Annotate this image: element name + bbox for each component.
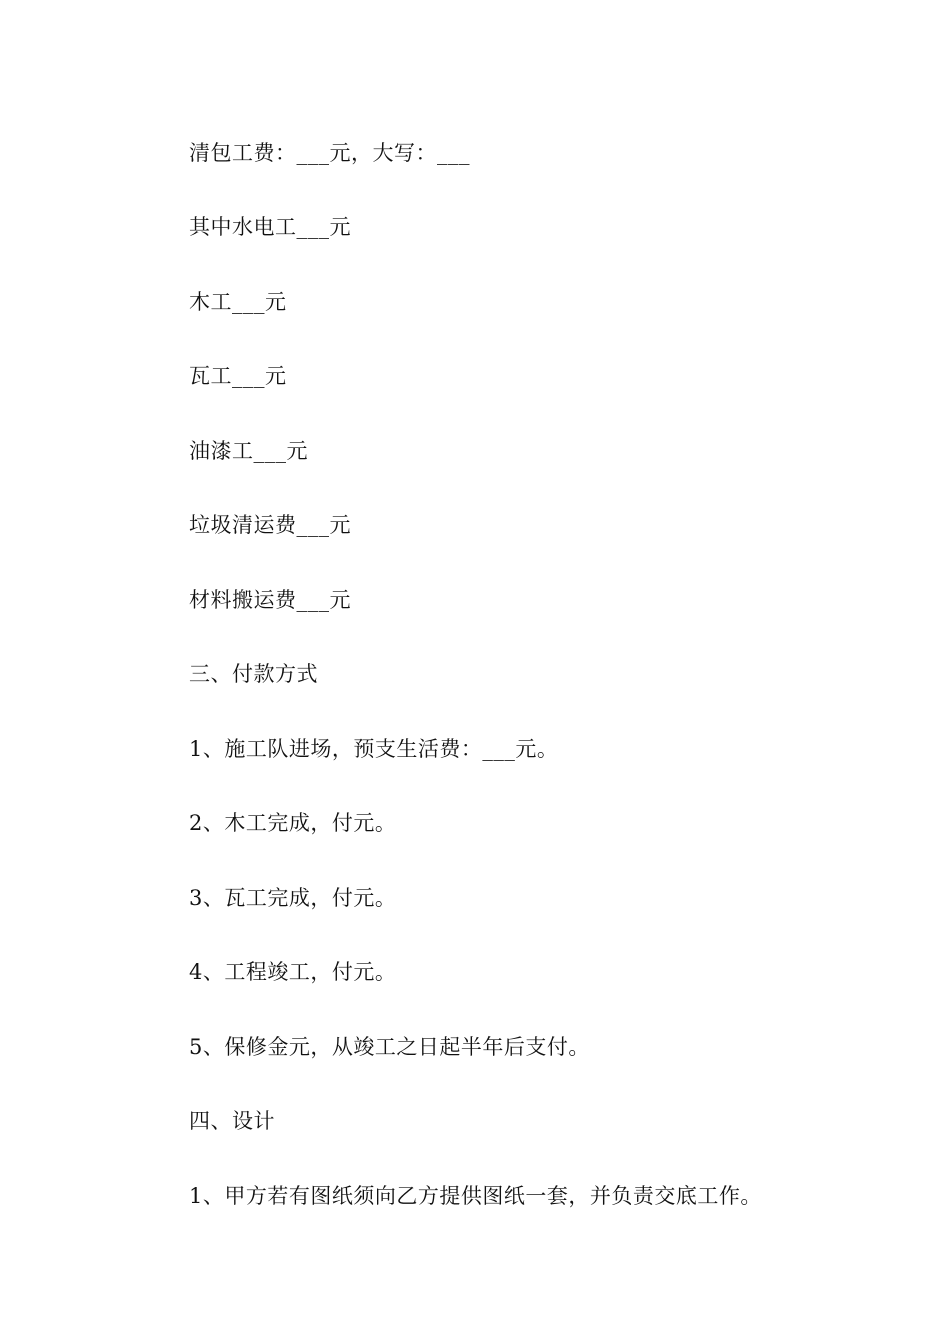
- fee-garbage-line: 垃圾清运费___元: [189, 513, 351, 537]
- payment-item-2: 2、木工完成，付元。: [189, 811, 397, 835]
- fee-material-transport-line: 材料搬运费___元: [189, 588, 351, 612]
- fee-total-line: 清包工费：___元，大写：___: [189, 141, 470, 165]
- fee-tiler-line: 瓦工___元: [189, 364, 287, 388]
- section-heading-design: 四、设计: [189, 1109, 275, 1133]
- payment-item-5: 5、保修金元，从竣工之日起半年后支付。: [189, 1035, 590, 1059]
- payment-item-1: 1、施工队进场，预支生活费：___元。: [189, 737, 559, 761]
- design-item-1: 1、甲方若有图纸须向乙方提供图纸一套，并负责交底工作。: [189, 1184, 762, 1208]
- fee-painter-line: 油漆工___元: [189, 439, 308, 463]
- fee-carpenter-line: 木工___元: [189, 290, 287, 314]
- payment-item-3: 3、瓦工完成，付元。: [189, 886, 397, 910]
- payment-item-4: 4、工程竣工，付元。: [189, 960, 397, 984]
- section-heading-payment: 三、付款方式: [189, 662, 318, 686]
- fee-electrician-line: 其中水电工___元: [189, 215, 351, 239]
